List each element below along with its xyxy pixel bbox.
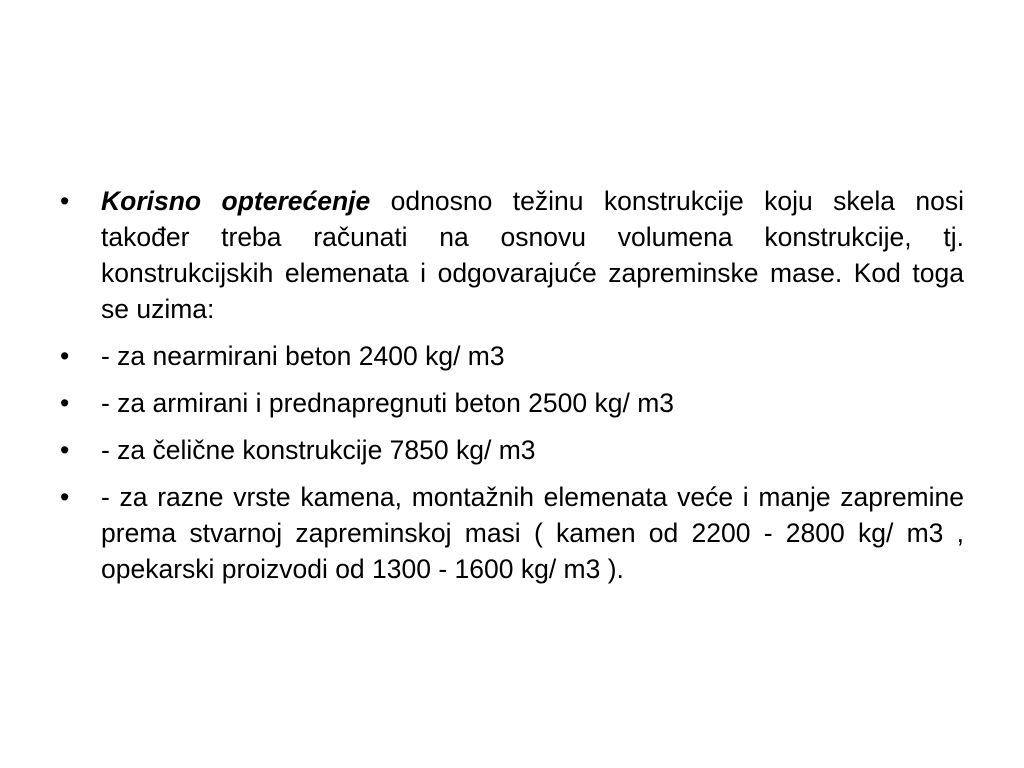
bullet-icon: • <box>60 435 70 465</box>
bullet-body: odnosno težinu konstrukcije koju skela nosi također treba računati na osnovu volumena konstrukcije, tj. konstrukcijskih elemenata i odgovarajuće zapreminske mase. Kod toga se uzima: <box>101 186 964 324</box>
bullet-icon: • <box>60 388 70 418</box>
bullet-icon: • <box>60 341 70 371</box>
bullet-item-stone-elements <box>60 479 964 587</box>
bullet-text: - za razne vrste kamena, montažnih elemenata veće i manje zapremine prema stvarnoj zapreminskoj masi ( kamen od 2200 - 2800 kg/ m3 , opekarski proizvodi od 1300 - 1600 kg/ m3 ). <box>101 482 964 584</box>
bullet-item-reinforced-concrete <box>60 385 964 421</box>
bullet-text: - za nearmirani beton 2400 kg/ m3 <box>101 341 505 371</box>
bullet-text: - za armirani i prednapregnuti beton 2500 kg/ m3 <box>101 388 675 418</box>
bullet-list <box>60 183 964 598</box>
bullet-item-useful-load <box>60 183 964 327</box>
emphasized-term: Korisno opterećenje <box>101 186 371 216</box>
bullet-icon: • <box>60 482 70 512</box>
bullet-text: - za čelične konstrukcije 7850 kg/ m3 <box>101 435 536 465</box>
bullet-text <box>101 183 964 327</box>
bullet-item-plain-concrete <box>60 338 964 374</box>
bullet-icon: • <box>60 186 70 216</box>
bullet-item-steel-structures <box>60 432 964 468</box>
